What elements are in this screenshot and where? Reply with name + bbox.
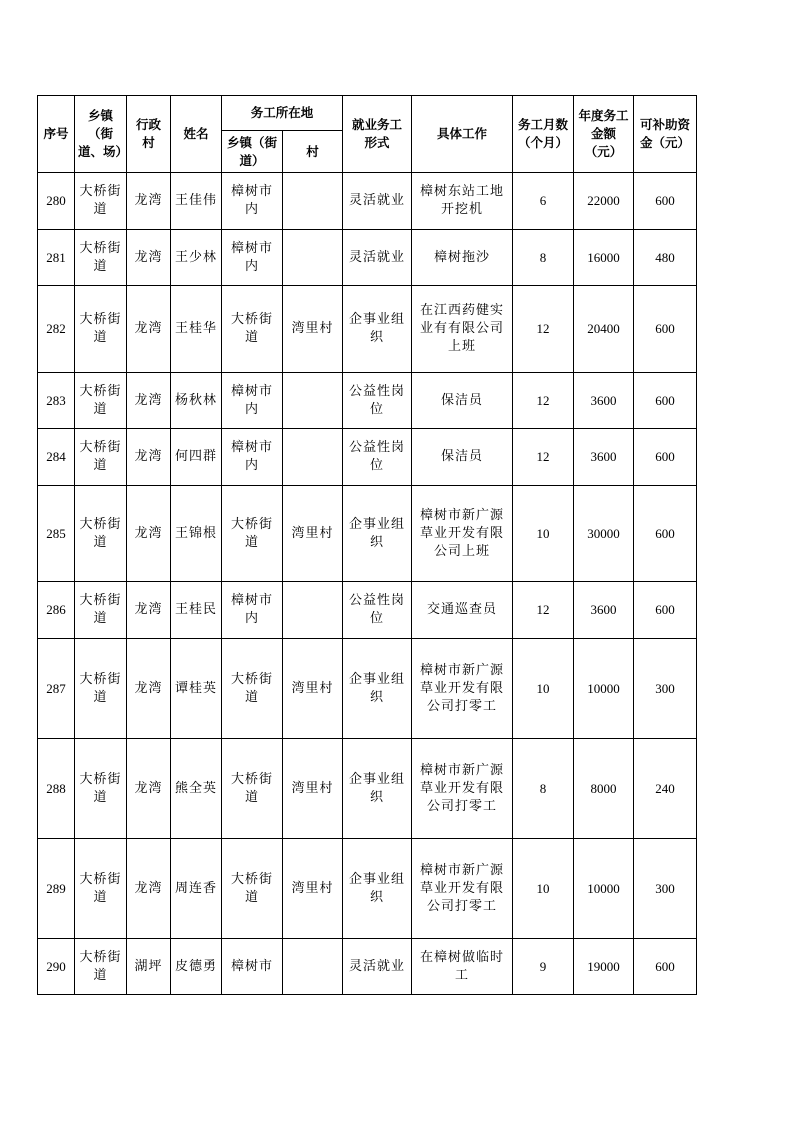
cell-name: 熊全英 <box>171 739 222 839</box>
header-income: 年度务工金额（元） <box>574 96 634 173</box>
cell-township: 大桥街道 <box>75 286 127 373</box>
cell-index: 290 <box>38 939 75 995</box>
cell-income: 30000 <box>574 486 634 582</box>
cell-location-township: 樟树市 <box>222 939 283 995</box>
header-location: 务工所在地 <box>222 96 343 131</box>
cell-months: 9 <box>513 939 574 995</box>
cell-months: 12 <box>513 373 574 429</box>
header-location-village: 村 <box>283 131 343 173</box>
cell-township: 大桥街道 <box>75 173 127 230</box>
table-row <box>38 839 697 939</box>
cell-months: 10 <box>513 639 574 739</box>
cell-location-township: 大桥街道 <box>222 486 283 582</box>
cell-subsidy: 480 <box>634 230 697 286</box>
cell-income: 10000 <box>574 839 634 939</box>
cell-index: 282 <box>38 286 75 373</box>
cell-location-village: 湾里村 <box>283 739 343 839</box>
cell-job: 樟树市新广源草业开发有限公司打零工 <box>412 639 513 739</box>
cell-index: 287 <box>38 639 75 739</box>
cell-name: 王桂华 <box>171 286 222 373</box>
cell-subsidy: 600 <box>634 429 697 486</box>
cell-index: 280 <box>38 173 75 230</box>
cell-location-township: 樟树市内 <box>222 429 283 486</box>
cell-location-village <box>283 582 343 639</box>
cell-job: 在江西药健实业有有限公司上班 <box>412 286 513 373</box>
cell-township: 大桥街道 <box>75 486 127 582</box>
cell-months: 12 <box>513 286 574 373</box>
cell-job: 保洁员 <box>412 429 513 486</box>
cell-location-village: 湾里村 <box>283 286 343 373</box>
cell-income: 3600 <box>574 582 634 639</box>
cell-income: 3600 <box>574 373 634 429</box>
cell-village: 龙湾 <box>127 286 171 373</box>
cell-subsidy: 600 <box>634 286 697 373</box>
cell-index: 285 <box>38 486 75 582</box>
cell-village: 龙湾 <box>127 429 171 486</box>
cell-township: 大桥街道 <box>75 939 127 995</box>
cell-form: 灵活就业 <box>343 230 412 286</box>
table-row <box>38 739 697 839</box>
cell-form: 公益性岗位 <box>343 582 412 639</box>
table-row <box>38 373 697 429</box>
header-name: 姓名 <box>171 96 222 173</box>
cell-subsidy: 600 <box>634 373 697 429</box>
cell-index: 288 <box>38 739 75 839</box>
header-subsidy: 可补助资金（元） <box>634 96 697 173</box>
cell-index: 284 <box>38 429 75 486</box>
cell-location-village: 湾里村 <box>283 486 343 582</box>
cell-form: 企事业组织 <box>343 839 412 939</box>
cell-income: 19000 <box>574 939 634 995</box>
cell-village: 龙湾 <box>127 173 171 230</box>
cell-name: 谭桂英 <box>171 639 222 739</box>
table-row <box>38 582 697 639</box>
cell-income: 8000 <box>574 739 634 839</box>
cell-months: 10 <box>513 839 574 939</box>
cell-form: 企事业组织 <box>343 639 412 739</box>
table-row <box>38 639 697 739</box>
header-job: 具体工作 <box>412 96 513 173</box>
cell-location-township: 大桥街道 <box>222 839 283 939</box>
cell-name: 杨秋林 <box>171 373 222 429</box>
cell-job: 樟树拖沙 <box>412 230 513 286</box>
cell-township: 大桥街道 <box>75 230 127 286</box>
cell-subsidy: 300 <box>634 839 697 939</box>
cell-township: 大桥街道 <box>75 582 127 639</box>
cell-name: 王少林 <box>171 230 222 286</box>
cell-location-township: 大桥街道 <box>222 639 283 739</box>
header-location-township: 乡镇（街道） <box>222 131 283 173</box>
cell-job: 樟树市新广源草业开发有限公司上班 <box>412 486 513 582</box>
cell-subsidy: 600 <box>634 939 697 995</box>
cell-location-village: 湾里村 <box>283 839 343 939</box>
subsidy-table <box>37 95 697 995</box>
cell-township: 大桥街道 <box>75 739 127 839</box>
cell-months: 12 <box>513 582 574 639</box>
table-row <box>38 939 697 995</box>
cell-location-township: 大桥街道 <box>222 739 283 839</box>
header-index: 序号 <box>38 96 75 173</box>
cell-location-township: 樟树市内 <box>222 173 283 230</box>
cell-location-township: 樟树市内 <box>222 373 283 429</box>
cell-job: 樟树东站工地开挖机 <box>412 173 513 230</box>
cell-village: 龙湾 <box>127 839 171 939</box>
cell-job: 保洁员 <box>412 373 513 429</box>
cell-form: 公益性岗位 <box>343 373 412 429</box>
table-row <box>38 429 697 486</box>
cell-location-village <box>283 230 343 286</box>
cell-form: 企事业组织 <box>343 486 412 582</box>
cell-job: 樟树市新广源草业开发有限公司打零工 <box>412 839 513 939</box>
cell-location-village <box>283 173 343 230</box>
cell-subsidy: 600 <box>634 486 697 582</box>
cell-location-village <box>283 373 343 429</box>
cell-form: 企事业组织 <box>343 286 412 373</box>
cell-village: 龙湾 <box>127 739 171 839</box>
cell-income: 20400 <box>574 286 634 373</box>
table-row <box>38 486 697 582</box>
cell-index: 281 <box>38 230 75 286</box>
cell-job: 在樟树做临时工 <box>412 939 513 995</box>
table-header <box>38 96 697 173</box>
table-row <box>38 286 697 373</box>
cell-months: 8 <box>513 230 574 286</box>
header-village: 行政村 <box>127 96 171 173</box>
cell-village: 龙湾 <box>127 639 171 739</box>
cell-location-village <box>283 939 343 995</box>
cell-village: 龙湾 <box>127 230 171 286</box>
cell-months: 10 <box>513 486 574 582</box>
cell-months: 12 <box>513 429 574 486</box>
cell-subsidy: 240 <box>634 739 697 839</box>
header-form: 就业务工形式 <box>343 96 412 173</box>
cell-location-township: 樟树市内 <box>222 582 283 639</box>
cell-village: 龙湾 <box>127 486 171 582</box>
cell-subsidy: 600 <box>634 173 697 230</box>
cell-form: 企事业组织 <box>343 739 412 839</box>
cell-village: 龙湾 <box>127 373 171 429</box>
cell-form: 灵活就业 <box>343 939 412 995</box>
cell-job: 交通巡查员 <box>412 582 513 639</box>
cell-form: 公益性岗位 <box>343 429 412 486</box>
cell-months: 8 <box>513 739 574 839</box>
cell-location-township: 大桥街道 <box>222 286 283 373</box>
cell-name: 王佳伟 <box>171 173 222 230</box>
cell-township: 大桥街道 <box>75 839 127 939</box>
cell-township: 大桥街道 <box>75 639 127 739</box>
header-months: 务工月数（个月） <box>513 96 574 173</box>
cell-location-township: 樟树市内 <box>222 230 283 286</box>
cell-income: 3600 <box>574 429 634 486</box>
header-township: 乡镇（街道、场） <box>75 96 127 173</box>
cell-location-village: 湾里村 <box>283 639 343 739</box>
cell-months: 6 <box>513 173 574 230</box>
table-row <box>38 173 697 230</box>
table-row <box>38 230 697 286</box>
cell-name: 皮德勇 <box>171 939 222 995</box>
cell-income: 16000 <box>574 230 634 286</box>
cell-subsidy: 300 <box>634 639 697 739</box>
cell-location-village <box>283 429 343 486</box>
cell-index: 289 <box>38 839 75 939</box>
cell-job: 樟树市新广源草业开发有限公司打零工 <box>412 739 513 839</box>
cell-subsidy: 600 <box>634 582 697 639</box>
cell-form: 灵活就业 <box>343 173 412 230</box>
cell-income: 10000 <box>574 639 634 739</box>
cell-name: 周连香 <box>171 839 222 939</box>
cell-township: 大桥街道 <box>75 429 127 486</box>
cell-index: 286 <box>38 582 75 639</box>
cell-township: 大桥街道 <box>75 373 127 429</box>
cell-index: 283 <box>38 373 75 429</box>
cell-name: 何四群 <box>171 429 222 486</box>
cell-income: 22000 <box>574 173 634 230</box>
table-body <box>38 173 697 995</box>
cell-name: 王桂民 <box>171 582 222 639</box>
cell-name: 王锦根 <box>171 486 222 582</box>
cell-village: 龙湾 <box>127 582 171 639</box>
cell-village: 湖坪 <box>127 939 171 995</box>
